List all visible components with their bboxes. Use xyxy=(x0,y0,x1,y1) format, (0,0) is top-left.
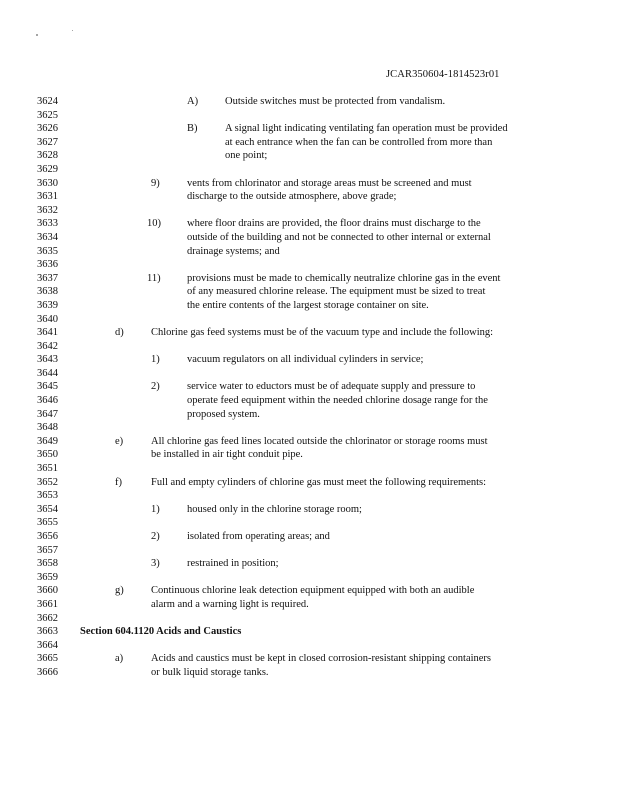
line-number: 3651 xyxy=(37,463,58,475)
text-line xyxy=(80,394,560,408)
text-line xyxy=(80,584,560,598)
line-number: 3648 xyxy=(37,422,58,434)
blank-line xyxy=(80,639,560,653)
line-number: 3660 xyxy=(37,585,58,597)
blank-line xyxy=(80,571,560,585)
item-text: operate feed equipment within the needed chlorine dosage range for the xyxy=(187,395,488,407)
line-number: 3646 xyxy=(37,395,58,407)
item-text: outside of the building and not be connected to other internal or external xyxy=(187,231,491,243)
text-line xyxy=(80,190,560,204)
blank-line xyxy=(80,516,560,530)
blank-line xyxy=(80,258,560,272)
blank-line xyxy=(80,109,560,123)
text-line xyxy=(80,380,560,394)
line-number: 3633 xyxy=(37,218,58,230)
item-text: isolated from operating areas; and xyxy=(187,531,330,542)
blank-line xyxy=(80,612,560,626)
line-number: 3628 xyxy=(37,150,58,162)
scan-speck xyxy=(72,30,73,31)
text-line xyxy=(80,245,560,259)
line-number: 3663 xyxy=(37,626,58,638)
line-number: 3657 xyxy=(37,544,58,556)
item-text: Outside switches must be protected from vandalism. xyxy=(225,96,446,107)
item-label: 2) xyxy=(151,381,160,393)
text-line xyxy=(80,149,560,163)
line-number: 3632 xyxy=(37,204,58,216)
text-line xyxy=(80,299,560,313)
item-text: All chlorine gas feed lines located outside the chlorinator or storage rooms must xyxy=(151,435,488,447)
line-number: 3643 xyxy=(37,354,58,366)
item-label: g) xyxy=(115,585,124,597)
item-text: Continuous chlorine leak detection equipment equipped with both an audible xyxy=(151,585,475,597)
item-text: vents from chlorinator and storage areas must be screened and must xyxy=(187,177,472,189)
blank-line xyxy=(80,462,560,476)
blank-line xyxy=(80,489,560,503)
line-number: 3654 xyxy=(37,503,58,515)
item-label: 2) xyxy=(151,531,160,542)
line-number: 3639 xyxy=(37,299,58,311)
section-heading: Section 604.1120 Acids and Caustics xyxy=(80,626,242,638)
text-line xyxy=(80,272,560,286)
item-label: B) xyxy=(187,123,198,135)
document-id: JCAR350604-1814523r01 xyxy=(386,69,500,80)
text-line xyxy=(80,530,560,544)
text-line xyxy=(80,625,560,639)
item-label: 10) xyxy=(147,218,161,230)
text-line xyxy=(80,231,560,245)
blank-line xyxy=(80,313,560,327)
item-text: Acids and caustics must be kept in closed corrosion-resistant shipping containers xyxy=(151,653,492,665)
item-text: discharge to the outside atmosphere, above grade; xyxy=(187,191,397,203)
blank-line xyxy=(80,421,560,435)
line-number: 3666 xyxy=(37,666,58,678)
line-number: 3656 xyxy=(37,531,58,542)
text-line xyxy=(80,666,560,680)
line-number: 3664 xyxy=(37,639,58,651)
blank-line xyxy=(80,163,560,177)
line-number: 3642 xyxy=(37,340,58,352)
item-label: 3) xyxy=(151,558,160,570)
line-number: 3662 xyxy=(37,612,58,624)
item-label: A) xyxy=(187,96,199,107)
text-line xyxy=(80,122,560,136)
blank-line xyxy=(80,544,560,558)
item-label: e) xyxy=(115,435,124,447)
text-line xyxy=(80,95,560,109)
item-text: where floor drains are provided, the floor drains must discharge to the xyxy=(187,218,481,230)
line-number: 3625 xyxy=(37,109,58,121)
item-label: 9) xyxy=(151,177,160,189)
line-number: 3636 xyxy=(37,259,58,271)
item-text: at each entrance when the fan can be controlled from more than xyxy=(225,136,493,148)
line-number: 3637 xyxy=(37,272,58,284)
item-text: the entire contents of the largest storage container on site. xyxy=(187,299,429,311)
line-number: 3649 xyxy=(37,435,58,447)
line-number: 3658 xyxy=(37,558,58,570)
item-text: of any measured chlorine release. The equipment must be sized to treat xyxy=(187,286,486,298)
line-number: 3644 xyxy=(37,367,58,379)
text-line xyxy=(80,503,560,517)
text-line xyxy=(80,326,560,340)
item-text: drainage systems; and xyxy=(187,245,280,257)
text-line xyxy=(80,448,560,462)
item-text: housed only in the chlorine storage room; xyxy=(187,503,362,515)
document-body xyxy=(80,95,560,680)
blank-line xyxy=(80,204,560,218)
line-number: 3653 xyxy=(37,490,58,502)
line-number: 3640 xyxy=(37,313,58,325)
item-text: Chlorine gas feed systems must be of the vacuum type and include the following: xyxy=(151,327,494,339)
line-number: 3641 xyxy=(37,327,58,339)
line-number-column xyxy=(37,95,67,680)
line-number: 3647 xyxy=(37,408,58,420)
item-label: a) xyxy=(115,653,124,665)
text-line xyxy=(80,598,560,612)
line-number: 3634 xyxy=(37,231,58,243)
text-line xyxy=(80,476,560,490)
text-line xyxy=(80,435,560,449)
line-number: 3655 xyxy=(37,517,58,529)
line-number: 3629 xyxy=(37,163,58,175)
item-text: vacuum regulators on all individual cylinders in service; xyxy=(187,354,424,366)
line-number: 3624 xyxy=(37,96,58,107)
line-number: 3652 xyxy=(37,476,58,488)
item-text: or bulk liquid storage tanks. xyxy=(151,666,269,678)
text-line xyxy=(80,285,560,299)
line-number: 3650 xyxy=(37,449,58,461)
line-number: 3626 xyxy=(37,123,58,135)
item-text: one point; xyxy=(225,150,268,162)
item-text: service water to eductors must be of adequate supply and pressure to xyxy=(187,381,476,393)
line-number: 3635 xyxy=(37,245,58,257)
item-text: alarm and a warning light is required. xyxy=(151,598,309,610)
text-line xyxy=(80,408,560,422)
item-text: be installed in air tight conduit pipe. xyxy=(151,449,303,461)
text-line xyxy=(80,217,560,231)
text-line xyxy=(80,557,560,571)
item-text: proposed system. xyxy=(187,408,260,420)
item-text: restrained in position; xyxy=(187,558,279,570)
line-number: 3631 xyxy=(37,191,58,203)
text-line xyxy=(80,177,560,191)
line-number: 3627 xyxy=(37,136,58,148)
line-number: 3665 xyxy=(37,653,58,665)
scan-speck xyxy=(36,34,38,36)
item-label: 1) xyxy=(151,503,160,515)
line-number: 3661 xyxy=(37,598,58,610)
blank-line xyxy=(80,340,560,354)
item-text: Full and empty cylinders of chlorine gas must meet the following requirements: xyxy=(151,476,487,488)
line-number: 3659 xyxy=(37,571,58,583)
item-label: d) xyxy=(115,327,124,339)
line-number: 3638 xyxy=(37,286,58,298)
item-label: 1) xyxy=(151,354,160,366)
item-label: f) xyxy=(115,476,122,488)
text-line xyxy=(80,652,560,666)
text-line xyxy=(80,353,560,367)
item-text: provisions must be made to chemically neutralize chlorine gas in the event xyxy=(187,272,501,284)
line-number: 3630 xyxy=(37,177,58,189)
text-line xyxy=(80,136,560,150)
item-label: 11) xyxy=(147,272,161,284)
item-text: A signal light indicating ventilating fan operation must be provided xyxy=(225,123,508,135)
line-number: 3645 xyxy=(37,381,58,393)
blank-line xyxy=(80,367,560,381)
